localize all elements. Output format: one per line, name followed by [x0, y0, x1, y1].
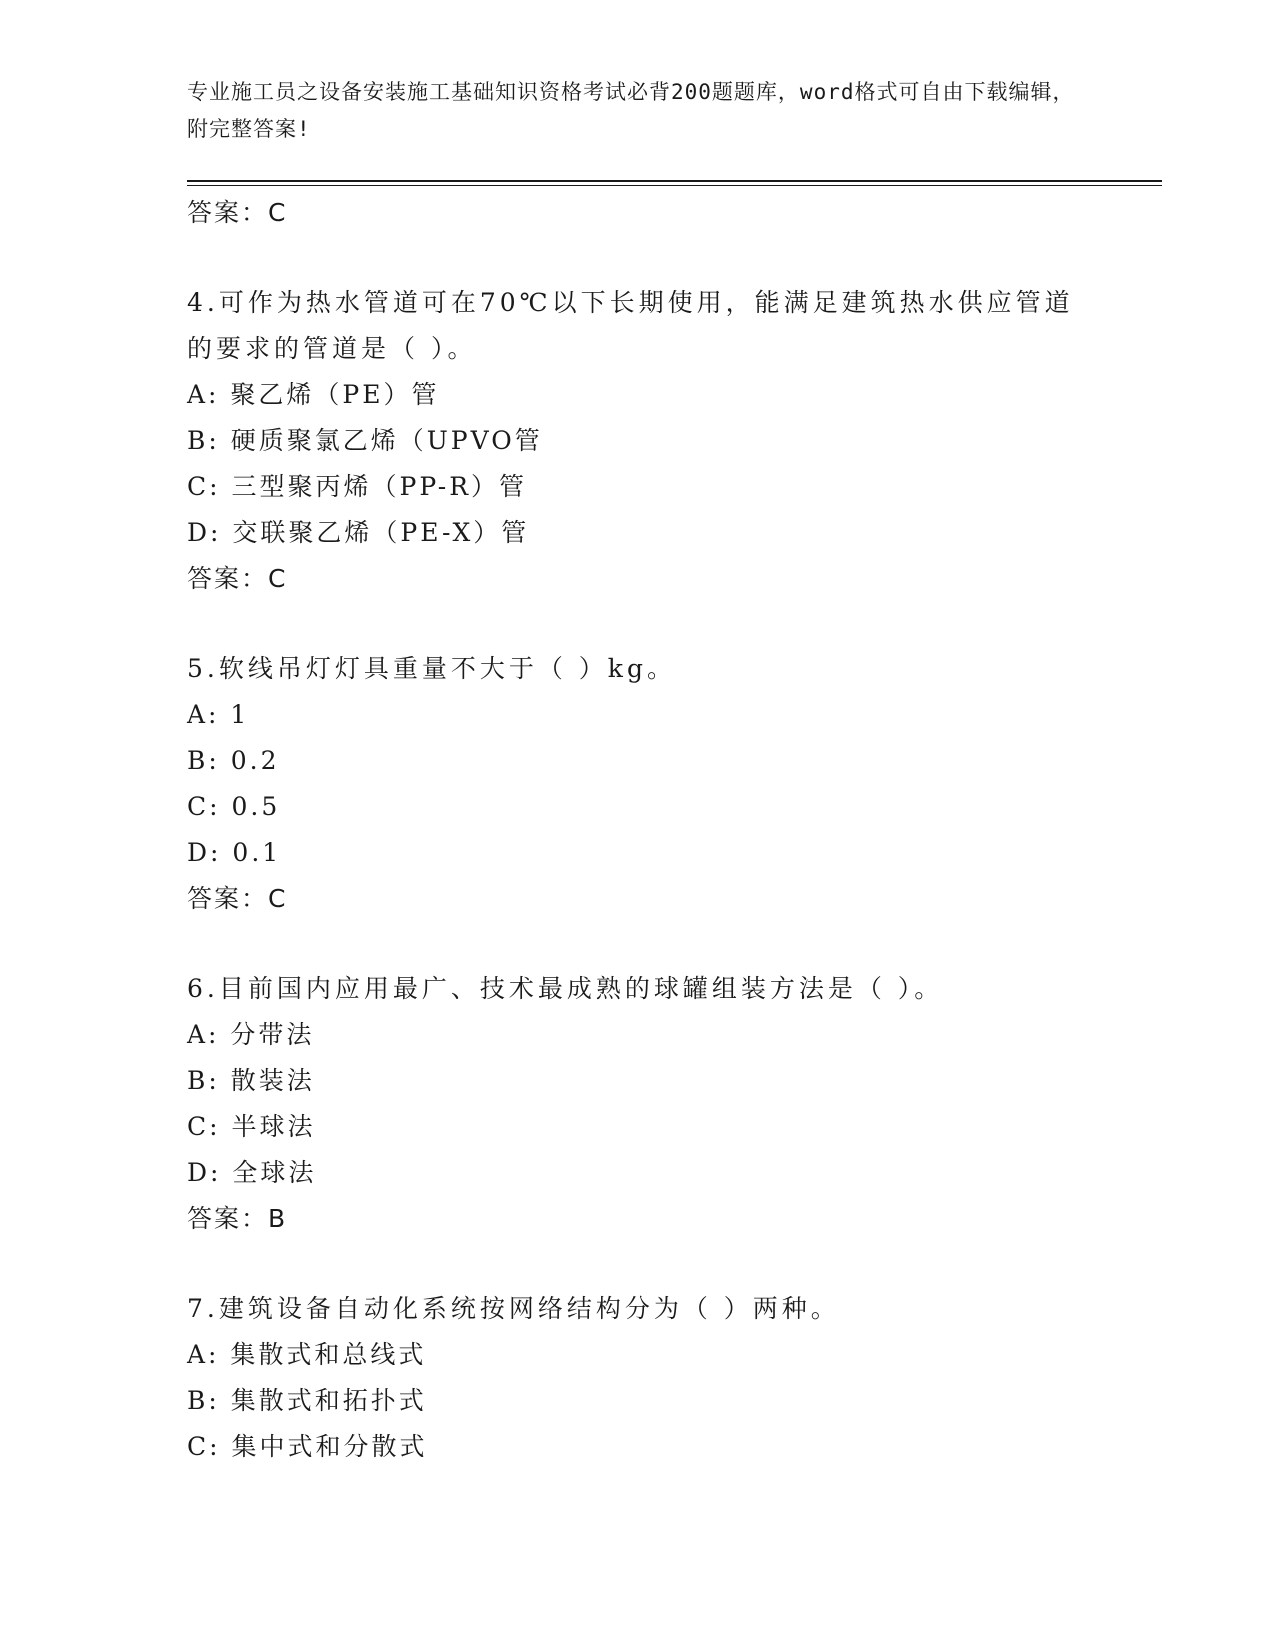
- question-block: [187, 966, 1087, 1242]
- option-c: C: 半球法: [187, 1112, 316, 1141]
- option-c: C: 集中式和分散式: [187, 1432, 428, 1461]
- question-text: 7.建筑设备自动化系统按网络结构分为（ ）两种。: [187, 1294, 840, 1323]
- answer-line: 答案：B: [187, 1204, 288, 1233]
- document-header: 专业施工员之设备安装施工基础知识资格考试必背200题题库，word格式可自由下载编辑，附完整答案!: [187, 80, 1075, 141]
- option-b: B: 散装法: [187, 1066, 315, 1095]
- question-text: 4.可作为热水管道可在70℃以下长期使用，能满足建筑热水供应管道的要求的管道是（ ）。: [187, 288, 1074, 363]
- answer-line: 答案：C: [187, 884, 288, 913]
- question-text: 5.软线吊灯灯具重量不大于（ ）kg。: [187, 654, 676, 683]
- header-rule-thick: [187, 180, 1162, 182]
- option-a: A: 聚乙烯（PE）管: [187, 380, 440, 409]
- question-list: [187, 190, 1087, 1470]
- option-d: D: 0.1: [187, 838, 282, 867]
- option-a: A: 1: [187, 700, 250, 729]
- option-b: B: 0.2: [187, 746, 280, 775]
- option-d: D: 全球法: [187, 1158, 317, 1187]
- option-c: C: 三型聚丙烯（PP-R）管: [187, 472, 528, 501]
- option-b: B: 集散式和拓扑式: [187, 1386, 427, 1415]
- option-b: B: 硬质聚氯乙烯（UPVO管: [187, 426, 543, 455]
- option-a: A: 集散式和总线式: [187, 1340, 427, 1369]
- option-c: C: 0.5: [187, 792, 281, 821]
- question-block: [187, 1286, 1087, 1470]
- question-block: [187, 646, 1087, 922]
- question-text: 6.目前国内应用最广、技术最成熟的球罐组装方法是（ ）。: [187, 974, 944, 1003]
- answer-line: 答案：C: [187, 198, 288, 227]
- option-d: D: 交联聚乙烯（PE-X）管: [187, 518, 530, 547]
- option-a: A: 分带法: [187, 1020, 315, 1049]
- header-rule-thin: [187, 185, 1162, 186]
- answer-line: 答案：C: [187, 564, 288, 593]
- question-block: [187, 280, 1087, 602]
